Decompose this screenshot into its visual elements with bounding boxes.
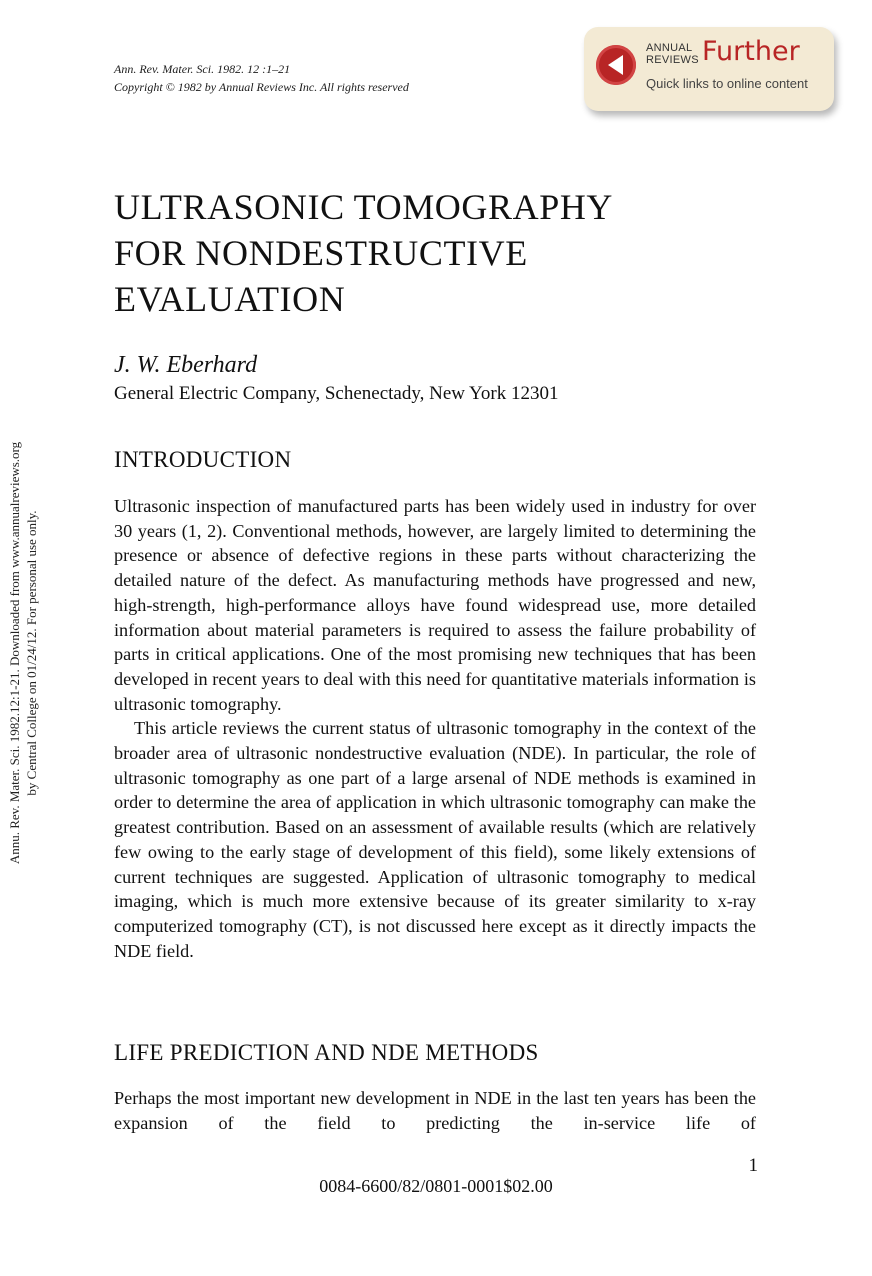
further-word: Further [702, 36, 800, 67]
page-number: 1 [748, 1155, 758, 1176]
further-links-badge[interactable] [584, 27, 834, 111]
article-code: 0084-6600/82/0801-0001$02.00 [319, 1176, 553, 1196]
paragraph: Perhaps the most important new development in NDE in the last ten years has been the expansion of the field to predicting the in-service life of [114, 1088, 756, 1133]
author-name: J. W. Eberhard [114, 352, 258, 378]
section-heading-life-prediction: LIFE PREDICTION AND NDE METHODS [114, 1040, 539, 1065]
article-title [114, 184, 613, 322]
title-line-1: ULTRASONIC TOMOGRAPHY [114, 187, 614, 227]
annual-reviews-label [646, 42, 699, 66]
life-prediction-body [114, 1086, 756, 1135]
side-note-line-1: Annu. Rev. Mater. Sci. 1982.12:1-21. Downloaded from www.annualreviews.org [7, 441, 22, 865]
title-line-3: EVALUATION [114, 279, 346, 319]
side-note-line-2: by Central College on 01/24/12. For personal use only. [24, 510, 39, 796]
journal-citation [114, 60, 409, 96]
section-heading-introduction: INTRODUCTION [114, 447, 292, 472]
citation-line-1: Ann. Rev. Mater. Sci. 1982. 12 :1–21 [114, 62, 291, 76]
introduction-body [114, 494, 756, 963]
download-side-note [6, 373, 40, 933]
paragraph: Ultrasonic inspection of manufactured parts has been widely used in industry for over 30 years (1, 2). Conventional methods, however, are largely limited to determining the presence or absence of defective regions in these parts without characterizing the detailed nature of the defect. As manufacturing methods have progressed and new, high-strength, high-performance alloys have found widespread use, more detailed information about material parameters is required to assess the failure probability of parts in critical applications. One of the most promising new techniques that has been developed in recent years to deal with this need for quantitative materials information is ultrasonic tomography. [114, 496, 756, 714]
paragraph: This article reviews the current status of ultrasonic tomography in the context of the broader area of ultrasonic nondestructive evaluation (NDE). In particular, the role of ultrasonic tomography as one part of a large arsenal of NDE methods is examined in order to determine the area of application in which ultrasonic tomography can make the greatest contribution. Based on an assessment of available results (which are relatively few owing to the early stage of development of this field), some likely extensions of current techniques are suggested. Application of ultrasonic tomography to medical imaging, which is much more extensive because of its greater similarity to x-ray computerized tomography (CT), is not discussed here except as it directly impacts the NDE field. [114, 718, 756, 961]
author-affiliation: General Electric Company, Schenectady, New York 12301 [114, 383, 559, 404]
annual-word: ANNUAL [646, 42, 693, 54]
title-line-2: FOR NONDESTRUCTIVE [114, 233, 528, 273]
further-subtitle[interactable]: Quick links to online content [646, 76, 808, 91]
play-back-icon-glyph [596, 45, 636, 85]
citation-line-2: Copyright © 1982 by Annual Reviews Inc. All rights reserved [114, 80, 409, 94]
play-back-icon [596, 45, 636, 85]
reviews-word: REVIEWS [646, 54, 699, 66]
